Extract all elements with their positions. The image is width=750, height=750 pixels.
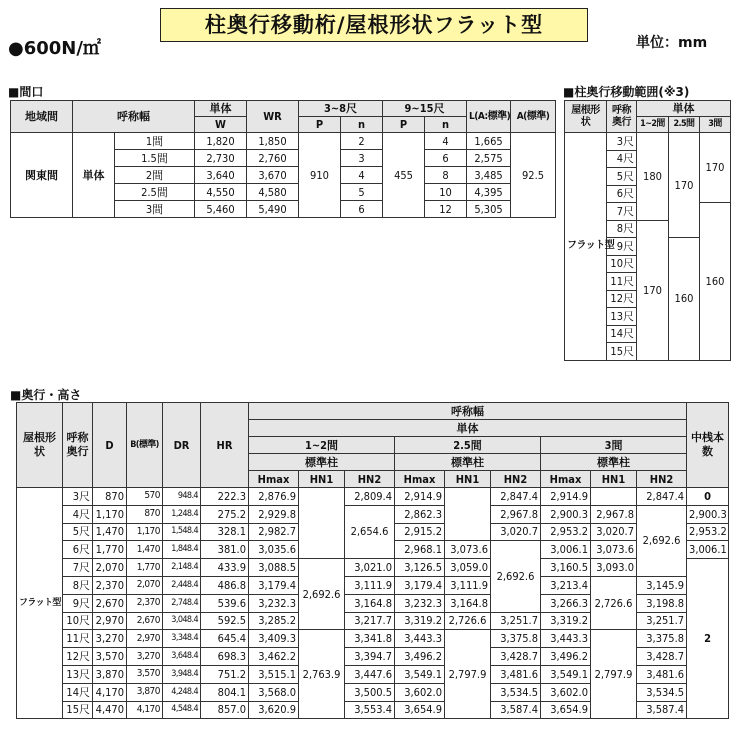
b-cell: 2,670 — [127, 612, 163, 630]
dr-cell: 1,248.4 — [163, 505, 201, 523]
b-cell: 4,170 — [127, 701, 163, 719]
hdr-hn2: HN2 — [637, 471, 687, 488]
hdr-p1: P — [299, 117, 341, 133]
maguchi-heading: ■間口 — [8, 85, 44, 99]
hmax-cell: 3,443.3 — [541, 630, 591, 648]
hn1-cell: 2,797.9 — [591, 630, 637, 719]
depth-cell: 14尺 — [607, 325, 637, 343]
d-cell: 3,570 — [93, 648, 127, 666]
mid-count-cell: 0 — [687, 488, 729, 506]
hmax-cell: 3,549.1 — [395, 665, 445, 683]
hn2-cell: 2,809.4 — [345, 488, 395, 506]
hdr-hmax: Hmax — [249, 471, 299, 488]
hn2-cell: 3,021.0 — [345, 559, 395, 577]
hdr-width-3: 3間 — [700, 117, 731, 133]
b-cell: 2,370 — [127, 594, 163, 612]
depth-cell: 12尺 — [607, 290, 637, 308]
depth-cell: 9尺 — [607, 238, 637, 256]
hdr-hmax: Hmax — [541, 471, 591, 488]
dr-cell: 2,448.4 — [163, 576, 201, 594]
w-cell: 4,550 — [195, 184, 247, 201]
b-cell: 3,570 — [127, 665, 163, 683]
l-cell: 5,305 — [467, 201, 511, 218]
hr-cell: 804.1 — [201, 683, 249, 701]
hdr-mid: 中桟本数 — [687, 403, 729, 488]
hmax-cell: 3,443.3 — [395, 630, 445, 648]
hn1-cell: 2,726.6 — [591, 576, 637, 629]
hmax-cell: 3,602.0 — [395, 683, 445, 701]
depth-cell: 11尺 — [63, 630, 93, 648]
p-3-8-cell: 910 — [299, 133, 341, 218]
okuyuki-table — [16, 402, 729, 719]
hn2-cell: 3,164.8 — [345, 594, 395, 612]
hdr-width-name: 呼称幅 — [249, 403, 687, 420]
depth-cell: 5尺 — [63, 523, 93, 541]
wr-cell: 1,850 — [247, 133, 299, 150]
type-cell: 単体 — [73, 133, 115, 218]
hn2-cell: 2,968.1 — [395, 541, 445, 559]
table-row — [17, 630, 729, 648]
n2-cell: 8 — [425, 167, 467, 184]
hn2-cell: 3,145.9 — [637, 576, 687, 594]
hdr-std-col: 標準柱 — [541, 454, 687, 471]
d-cell: 2,070 — [93, 559, 127, 577]
hdr-l: L(A:標準) — [467, 101, 511, 133]
n1-cell: 3 — [341, 150, 383, 167]
hmax-cell: 3,496.2 — [541, 648, 591, 666]
dr-cell: 4,548.4 — [163, 701, 201, 719]
n2-cell: 12 — [425, 201, 467, 218]
hmax-cell: 3,126.5 — [395, 559, 445, 577]
hn1-cell: 2,692.6 — [299, 559, 345, 630]
hn1-cell — [299, 488, 345, 559]
a-cell: 92.5 — [511, 133, 556, 218]
hn1-cell: 2,692.6 — [637, 505, 687, 576]
hdr-hmax: Hmax — [395, 471, 445, 488]
hn2-cell: 3,164.8 — [445, 594, 491, 612]
d-cell: 870 — [93, 488, 127, 506]
hdr-shape: 屋根形状 — [17, 403, 63, 488]
d-cell: 4,470 — [93, 701, 127, 719]
hmax-cell: 3,602.0 — [541, 683, 591, 701]
b-cell: 3,270 — [127, 648, 163, 666]
hr-cell: 433.9 — [201, 559, 249, 577]
shape-cell: フラット型 — [565, 133, 607, 361]
hdr-p2: P — [383, 117, 425, 133]
hr-cell: 381.0 — [201, 541, 249, 559]
hmax-cell: 3,285.2 — [249, 612, 299, 630]
hdr-width-name: 呼称幅 — [73, 101, 195, 133]
hdr-hn2: HN2 — [491, 471, 541, 488]
hn2-cell: 2,900.3 — [687, 505, 729, 523]
b-cell: 570 — [127, 488, 163, 506]
width-name-cell: 2.5間 — [115, 184, 195, 201]
depth-cell: 10尺 — [607, 255, 637, 273]
hn2-cell: 3,447.6 — [345, 665, 395, 683]
width-name-cell: 1間 — [115, 133, 195, 150]
hmax-cell: 3,462.2 — [249, 648, 299, 666]
hn1-cell: 2,763.9 — [299, 630, 345, 719]
hr-cell: 486.8 — [201, 576, 249, 594]
dr-cell: 4,248.4 — [163, 683, 201, 701]
depth-cell: 13尺 — [63, 665, 93, 683]
hdr-single: 単体 — [195, 101, 247, 117]
hn2-cell: 3,217.7 — [345, 612, 395, 630]
depth-cell: 10尺 — [63, 612, 93, 630]
depth-cell: 4尺 — [63, 505, 93, 523]
hmax-cell: 3,020.7 — [491, 523, 541, 541]
hr-cell: 539.6 — [201, 594, 249, 612]
n1-cell: 5 — [341, 184, 383, 201]
dr-cell: 3,648.4 — [163, 648, 201, 666]
depth-cell: 11尺 — [607, 273, 637, 291]
table-row — [17, 505, 729, 523]
hn2-cell: 3,394.7 — [345, 648, 395, 666]
hdr-hn1: HN1 — [445, 471, 491, 488]
b-cell: 2,970 — [127, 630, 163, 648]
depth-cell: 5尺 — [607, 168, 637, 186]
hmax-cell: 3,073.6 — [591, 541, 637, 559]
dr-cell: 1,548.4 — [163, 523, 201, 541]
hn2-cell: 3,587.4 — [491, 701, 541, 719]
n1-cell: 4 — [341, 167, 383, 184]
move-heading: ■柱奥行移動範囲(※3) — [563, 85, 690, 99]
depth-cell: 7尺 — [63, 559, 93, 577]
d-cell: 1,770 — [93, 541, 127, 559]
dr-cell: 3,348.4 — [163, 630, 201, 648]
l-cell: 4,395 — [467, 184, 511, 201]
hn2-cell: 3,251.7 — [637, 612, 687, 630]
hmax-cell: 3,232.3 — [395, 594, 445, 612]
hmax-cell: 3,568.0 — [249, 683, 299, 701]
hdr-b: B(標準) — [127, 403, 163, 488]
hn2-cell: 3,534.5 — [637, 683, 687, 701]
hn2-cell: 3,587.4 — [637, 701, 687, 719]
hn2-cell: 3,006.1 — [687, 541, 729, 559]
hmax-cell: 2,982.7 — [249, 523, 299, 541]
hmax-cell: 3,319.2 — [541, 612, 591, 630]
hmax-cell: 3,496.2 — [395, 648, 445, 666]
hn2-cell: 3,006.1 — [541, 541, 591, 559]
unit-label: 単位：mm — [636, 35, 708, 51]
d-cell: 3,270 — [93, 630, 127, 648]
hmax-cell: 3,232.3 — [249, 594, 299, 612]
hmax-cell: 3,409.3 — [249, 630, 299, 648]
hn2-cell: 3,198.8 — [637, 594, 687, 612]
table-row — [11, 133, 556, 150]
depth-cell: 6尺 — [63, 541, 93, 559]
depth-cell: 8尺 — [63, 576, 93, 594]
hn2-cell: 3,428.7 — [491, 648, 541, 666]
hdr-hn1: HN1 — [299, 471, 345, 488]
depth-cell: 8尺 — [607, 220, 637, 238]
hn2-cell: 3,375.8 — [491, 630, 541, 648]
hn2-cell: 2,915.2 — [395, 523, 445, 541]
depth-cell: 12尺 — [63, 648, 93, 666]
hn1-cell: 2,726.6 — [445, 612, 491, 630]
hmax-cell: 3,620.9 — [249, 701, 299, 719]
wr-cell: 4,580 — [247, 184, 299, 201]
depth-cell: 4尺 — [607, 150, 637, 168]
hdr-single: 単体 — [249, 420, 687, 437]
table-row — [17, 559, 729, 577]
table-row — [17, 576, 729, 594]
hmax-cell: 2,929.8 — [249, 505, 299, 523]
hn2-cell: 2,953.2 — [541, 523, 591, 541]
hdr-wr: WR — [247, 101, 299, 133]
hdr-single: 単体 — [637, 101, 731, 117]
hmax-cell: 3,020.7 — [591, 523, 637, 541]
hr-cell: 857.0 — [201, 701, 249, 719]
hdr-depth: 呼称奥行 — [607, 101, 637, 133]
p-9-15-cell: 455 — [383, 133, 425, 218]
hdr-a: A(標準) — [511, 101, 556, 133]
hn1-cell: 2,654.6 — [345, 505, 395, 558]
hdr-dr: DR — [163, 403, 201, 488]
depth-cell: 15尺 — [63, 701, 93, 719]
d-cell: 1,170 — [93, 505, 127, 523]
range-2-5-cell: 170 — [669, 133, 700, 238]
hdr-width-1-2: 1~2間 — [637, 117, 669, 133]
hn1-cell — [445, 488, 491, 541]
page-title: 柱奥行移動桁/屋根形状フラット型 — [160, 8, 588, 42]
hmax-cell: 3,035.6 — [249, 541, 299, 559]
range-1-2-cell: 170 — [637, 220, 669, 360]
hdr-depth: 呼称奥行 — [63, 403, 93, 488]
hmax-cell: 2,914.9 — [541, 488, 591, 506]
hn2-cell: 3,428.7 — [637, 648, 687, 666]
depth-cell: 13尺 — [607, 308, 637, 326]
hmax-cell: 2,967.8 — [491, 505, 541, 523]
hdr-region: 地域間 — [11, 101, 73, 133]
hn2-cell: 3,341.8 — [345, 630, 395, 648]
width-name-cell: 3間 — [115, 201, 195, 218]
w-cell: 3,640 — [195, 167, 247, 184]
wr-cell: 3,670 — [247, 167, 299, 184]
dr-cell: 2,148.4 — [163, 559, 201, 577]
w-cell: 1,820 — [195, 133, 247, 150]
hn2-cell: 3,059.0 — [445, 559, 491, 577]
depth-cell: 9尺 — [63, 594, 93, 612]
d-cell: 2,370 — [93, 576, 127, 594]
hr-cell: 698.3 — [201, 648, 249, 666]
w-cell: 2,730 — [195, 150, 247, 167]
depth-cell: 7尺 — [607, 203, 637, 221]
hn2-cell: 3,553.4 — [345, 701, 395, 719]
b-cell: 3,870 — [127, 683, 163, 701]
b-cell: 1,770 — [127, 559, 163, 577]
maguchi-table — [10, 100, 556, 218]
depth-cell: 6尺 — [607, 185, 637, 203]
hn2-cell: 3,111.9 — [345, 576, 395, 594]
depth-cell: 15尺 — [607, 343, 637, 361]
hdr-range-3-8: 3~8尺 — [299, 101, 383, 117]
hdr-n2: n — [425, 117, 467, 133]
dr-cell: 2,748.4 — [163, 594, 201, 612]
hmax-cell: 3,213.4 — [541, 576, 591, 594]
hmax-cell: 3,073.6 — [445, 541, 491, 559]
width-name-cell: 1.5間 — [115, 150, 195, 167]
hn2-cell: 2,862.3 — [395, 505, 445, 523]
b-cell: 870 — [127, 505, 163, 523]
depth-cell: 3尺 — [63, 488, 93, 506]
b-cell: 1,170 — [127, 523, 163, 541]
hdr-w: W — [195, 117, 247, 133]
hmax-cell: 3,179.4 — [249, 576, 299, 594]
hr-cell: 592.5 — [201, 612, 249, 630]
hdr-d: D — [93, 403, 127, 488]
hdr-std-col: 標準柱 — [395, 454, 541, 471]
hn2-cell: 3,481.6 — [491, 665, 541, 683]
shape-cell: フラット型 — [17, 488, 63, 719]
hmax-cell: 3,160.5 — [541, 559, 591, 577]
range-3-cell: 170 — [700, 133, 731, 203]
move-table — [564, 100, 731, 361]
hdr-group-1-2: 1~2間 — [249, 437, 395, 454]
hdr-group-3: 3間 — [541, 437, 687, 454]
hdr-shape: 屋根形状 — [565, 101, 607, 133]
wr-cell: 2,760 — [247, 150, 299, 167]
hn2-cell: 2,953.2 — [687, 523, 729, 541]
n1-cell: 6 — [341, 201, 383, 218]
okuyuki-heading: ■奥行・高さ — [10, 388, 82, 402]
w-cell: 5,460 — [195, 201, 247, 218]
d-cell: 1,470 — [93, 523, 127, 541]
hdr-hn1: HN1 — [591, 471, 637, 488]
hmax-cell: 3,654.9 — [395, 701, 445, 719]
hdr-width-2-5: 2.5間 — [669, 117, 700, 133]
d-cell: 2,970 — [93, 612, 127, 630]
n2-cell: 10 — [425, 184, 467, 201]
hmax-cell: 3,266.3 — [541, 594, 591, 612]
hdr-std-col: 標準柱 — [249, 454, 395, 471]
mid-count-cell: 2 — [687, 559, 729, 719]
dr-cell: 3,048.4 — [163, 612, 201, 630]
hmax-cell: 3,515.1 — [249, 665, 299, 683]
hr-cell: 328.1 — [201, 523, 249, 541]
hdr-hr: HR — [201, 403, 249, 488]
hmax-cell: 3,088.5 — [249, 559, 299, 577]
dr-cell: 1,848.4 — [163, 541, 201, 559]
range-1-2-cell: 180 — [637, 133, 669, 221]
wr-cell: 5,490 — [247, 201, 299, 218]
table-row — [17, 488, 729, 506]
n2-cell: 6 — [425, 150, 467, 167]
l-cell: 1,665 — [467, 133, 511, 150]
range-3-cell: 160 — [700, 203, 731, 361]
hr-cell: 645.4 — [201, 630, 249, 648]
hn2-cell: 2,847.4 — [491, 488, 541, 506]
hn2-cell: 3,251.7 — [491, 612, 541, 630]
hr-cell: 275.2 — [201, 505, 249, 523]
depth-cell: 14尺 — [63, 683, 93, 701]
hn2-cell: 3,534.5 — [491, 683, 541, 701]
hn2-cell: 3,111.9 — [445, 576, 491, 594]
hmax-cell: 3,654.9 — [541, 701, 591, 719]
l-cell: 2,575 — [467, 150, 511, 167]
hmax-cell: 2,967.8 — [591, 505, 637, 523]
hmax-cell: 3,319.2 — [395, 612, 445, 630]
b-cell: 2,070 — [127, 576, 163, 594]
hn1-cell — [591, 488, 637, 506]
hmax-cell: 2,876.9 — [249, 488, 299, 506]
hdr-hn2: HN2 — [345, 471, 395, 488]
l-cell: 3,485 — [467, 167, 511, 184]
hdr-group-2-5: 2.5間 — [395, 437, 541, 454]
depth-cell: 3尺 — [607, 133, 637, 151]
d-cell: 3,870 — [93, 665, 127, 683]
hn1-cell: 2,692.6 — [491, 541, 541, 612]
region-cell: 関東間 — [11, 133, 73, 218]
n1-cell: 2 — [341, 133, 383, 150]
n2-cell: 4 — [425, 133, 467, 150]
hmax-cell: 3,179.4 — [395, 576, 445, 594]
range-2-5-cell: 160 — [669, 238, 700, 361]
d-cell: 2,670 — [93, 594, 127, 612]
dr-cell: 948.4 — [163, 488, 201, 506]
width-name-cell: 2間 — [115, 167, 195, 184]
hmax-cell: 2,914.9 — [395, 488, 445, 506]
hmax-cell: 3,549.1 — [541, 665, 591, 683]
load-label: ●600N/㎡ — [8, 38, 101, 59]
hdr-range-9-15: 9~15尺 — [383, 101, 467, 117]
b-cell: 1,470 — [127, 541, 163, 559]
hr-cell: 222.3 — [201, 488, 249, 506]
hn2-cell: 2,847.4 — [637, 488, 687, 506]
hn2-cell: 3,500.5 — [345, 683, 395, 701]
hn2-cell: 3,093.0 — [591, 559, 637, 577]
hn1-cell: 2,797.9 — [445, 630, 491, 719]
hr-cell: 751.2 — [201, 665, 249, 683]
d-cell: 4,170 — [93, 683, 127, 701]
hn2-cell: 3,375.8 — [637, 630, 687, 648]
hn2-cell: 3,481.6 — [637, 665, 687, 683]
hn2-cell: 2,900.3 — [541, 505, 591, 523]
hdr-n1: n — [341, 117, 383, 133]
dr-cell: 3,948.4 — [163, 665, 201, 683]
